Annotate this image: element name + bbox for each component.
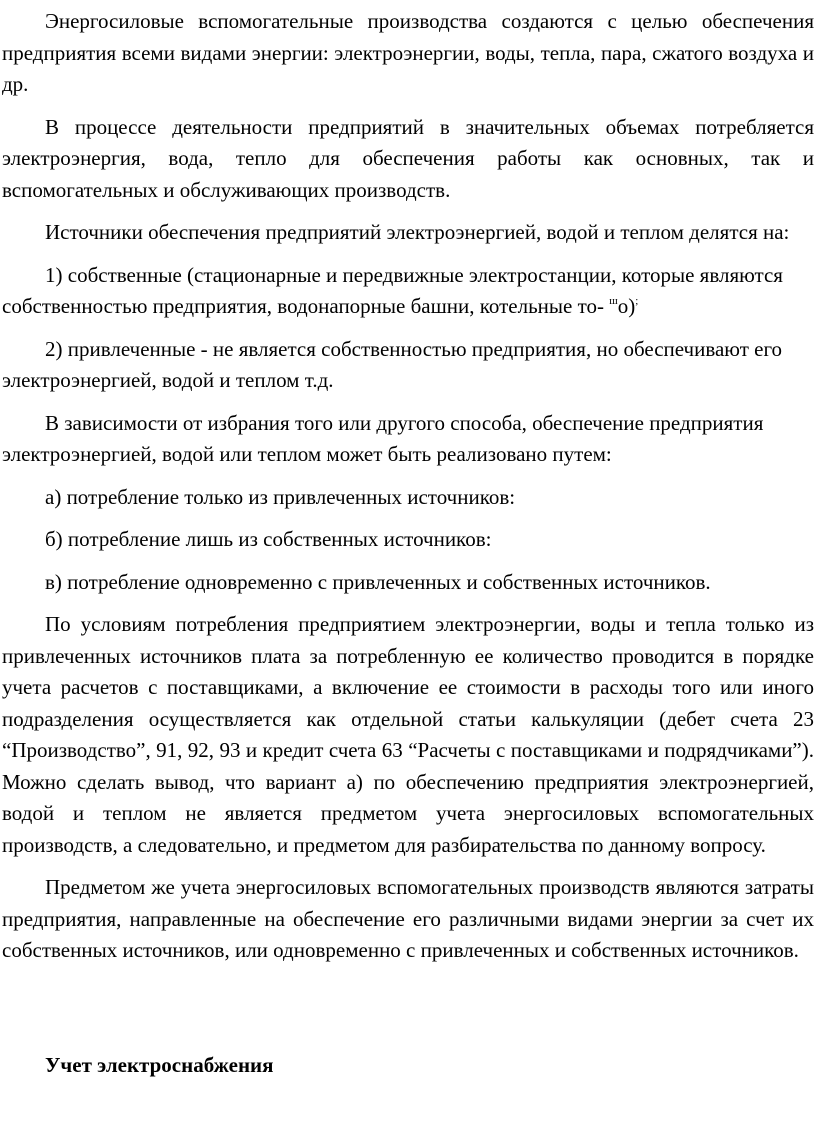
section-heading: Учет электроснабжения xyxy=(45,1053,274,1077)
own-sources-tail: о) xyxy=(617,294,636,318)
list-item-b: б) потребление лишь из собственных источников: xyxy=(45,527,492,551)
paragraph-payment-conditions: По условиям потребления предприятием электроэнергии, воды и тепла только из привлеченных источников плата за потребленную ее количество проводится в порядке учета расчетов с поставщиками, а включение ее стоимости в расходы того или иного подразделения осуществляется как отдельной статьи калькуляции (дебет счета 23 “Производство”, 91, 92, 93 и кредит счета 63 “Расчеты с поставщиками и подрядчиками”). Можно сделать вывод, что вариант а) по обеспечению предприятия электроэнергией, водой и теплом не является предметом учета энергосиловых вспомогательных производств, а следовательно, и предметом для разбирательства по данному вопросу. xyxy=(2,612,814,857)
list-item-c: в) потребление одновременно с привлеченных и собственных источников. xyxy=(45,569,711,594)
paragraph-ways: В зависимости от избрания того или другого способа, обеспечение предприятия электроэнергией, водой или теплом может быть реализовано путем: xyxy=(2,410,764,466)
paragraph-subject-of-accounting: Предметом же учета энергосиловых вспомогательных производств являются затраты предприятия, направленные на обеспечение его различными видами энергии за счет их собственных источников, или одновременно с привлеченных и собственных источников. xyxy=(2,875,814,962)
paragraph-consumption: В процессе деятельности предприятий в значительных объемах потребляется электроэнергия, вода, тепло для обеспечения работы как основных, так и вспомогательных и обслуживающих производств. xyxy=(2,114,814,202)
own-sources-superscript-end: ; xyxy=(635,295,639,307)
paragraph-purpose: Энергосиловые вспомогательные производства создаются с целью обеспечения предприятия всеми видами энергии: электроэнергии, воды, тепла, пара, сжатого воздуха и др. xyxy=(2,9,814,96)
own-sources-superscript: ш xyxy=(609,295,618,307)
paragraph-sources-intro: Источники обеспечения предприятий электроэнергией, водой и теплом делятся на: xyxy=(45,220,790,244)
list-item-a: а) потребление только из привлеченных источников: xyxy=(45,484,516,509)
own-sources-text: 1) собственные (стационарные и передвижные электростанции, которые являются собственностью предприятия, водонапорные башни, котельные то- xyxy=(2,262,783,318)
list-item-own-sources xyxy=(2,260,814,323)
list-item-attracted-sources: 2) привлеченные - не является собственностью предприятия, но обеспечивают его электроэнергией, водой и теплом т.д. xyxy=(2,336,783,392)
